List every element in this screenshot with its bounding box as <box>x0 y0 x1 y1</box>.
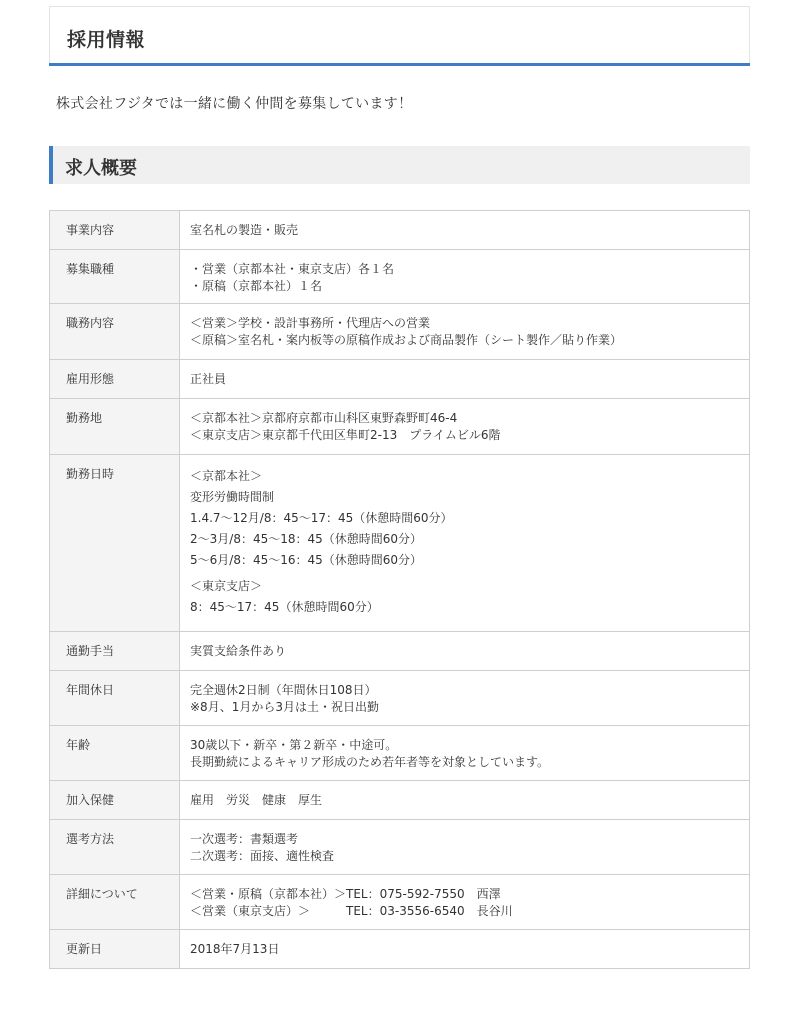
row-label: 詳細について <box>50 875 180 930</box>
row-value <box>180 455 750 632</box>
row-label: 雇用形態 <box>50 360 180 399</box>
value-line: 8：45〜17：45（休憩時間60分） <box>190 600 379 614</box>
page-title-box <box>49 6 750 64</box>
row-label: 勤務地 <box>50 399 180 455</box>
job-summary-table <box>49 210 750 969</box>
row-value <box>180 211 750 250</box>
row-label: 選考方法 <box>50 820 180 875</box>
value-line: 30歳以下・新卒・第２新卒・中途可。 <box>190 738 398 752</box>
table-row <box>50 304 750 360</box>
value-line: 変形労働時間制 <box>190 490 275 504</box>
table-row <box>50 930 750 969</box>
value-line: ＜京都本社＞ <box>190 469 263 483</box>
value-line: 二次選考：面接、適性検査 <box>190 849 335 863</box>
value-line: 室名札の製造・販売 <box>190 223 299 237</box>
table-row <box>50 250 750 304</box>
value-line: ＜営業＞学校・設計事務所・代理店への営業 <box>190 316 431 330</box>
row-value <box>180 930 750 969</box>
row-value <box>180 820 750 875</box>
row-label: 募集職種 <box>50 250 180 304</box>
row-label: 加入保健 <box>50 781 180 820</box>
table-row <box>50 820 750 875</box>
row-label: 年間休日 <box>50 671 180 726</box>
row-value <box>180 781 750 820</box>
table-row <box>50 455 750 632</box>
table-row <box>50 632 750 671</box>
table-row <box>50 671 750 726</box>
table-row <box>50 726 750 781</box>
table-row <box>50 781 750 820</box>
row-label: 職務内容 <box>50 304 180 360</box>
page-title: 採用情報 <box>67 29 146 51</box>
value-line: ・営業（京都本社・東京支店）各１名 <box>190 262 395 276</box>
value-line: ＜東京支店＞東京都千代田区隼町2-13 プライムビル6階 <box>190 428 501 442</box>
value-line: ＜京都本社＞京都府京都市山科区東野森野町46-4 <box>190 411 458 425</box>
row-value <box>180 726 750 781</box>
value-line: ＜営業・原稿（京都本社）＞TEL：075-592-7550 西澤 <box>190 887 501 901</box>
value-line: 完全週休2日制（年間休日108日） <box>190 683 377 697</box>
row-label: 更新日 <box>50 930 180 969</box>
row-value <box>180 632 750 671</box>
section-heading <box>49 146 750 184</box>
row-value <box>180 671 750 726</box>
row-value <box>180 875 750 930</box>
value-line: 雇用 労災 健康 厚生 <box>190 793 323 807</box>
value-line: ＜原稿＞室名札・案内板等の原稿作成および商品製作（シート製作／貼り作業） <box>190 333 623 347</box>
section-title: 求人概要 <box>65 158 137 179</box>
value-line: 実質支給条件あり <box>190 644 287 658</box>
row-label: 通勤手当 <box>50 632 180 671</box>
table-row <box>50 211 750 250</box>
row-value <box>180 250 750 304</box>
row-value <box>180 399 750 455</box>
value-line: 2〜3月/8：45〜18：45（休憩時間60分） <box>190 532 423 546</box>
value-line: ・原稿（京都本社）１名 <box>190 279 323 293</box>
value-line: 正社員 <box>190 372 227 386</box>
row-label: 事業内容 <box>50 211 180 250</box>
title-underline <box>49 63 750 66</box>
value-line: 2018年7月13日 <box>190 942 280 956</box>
row-label: 年齢 <box>50 726 180 781</box>
value-line: 5〜6月/8：45〜16：45（休憩時間60分） <box>190 553 423 567</box>
value-line: ※8月、1月から3月は土・祝日出勤 <box>190 700 379 714</box>
value-line: ＜東京支店＞ <box>190 579 263 593</box>
row-value <box>180 360 750 399</box>
value-line: 1.4.7〜12月/8：45〜17：45（休憩時間60分） <box>190 511 453 525</box>
table-row <box>50 399 750 455</box>
value-line: 一次選考：書類選考 <box>190 832 299 846</box>
row-value <box>180 304 750 360</box>
table-row <box>50 360 750 399</box>
value-line: ＜営業（東京支店）＞ TEL：03-3556-6540 長谷川 <box>190 904 513 918</box>
row-label: 勤務日時 <box>50 455 180 632</box>
table-row <box>50 875 750 930</box>
value-line: 長期勤続によるキャリア形成のため若年者等を対象としています。 <box>190 755 550 769</box>
intro-text: 株式会社フジタでは一緒に働く仲間を募集しています！ <box>56 96 413 112</box>
